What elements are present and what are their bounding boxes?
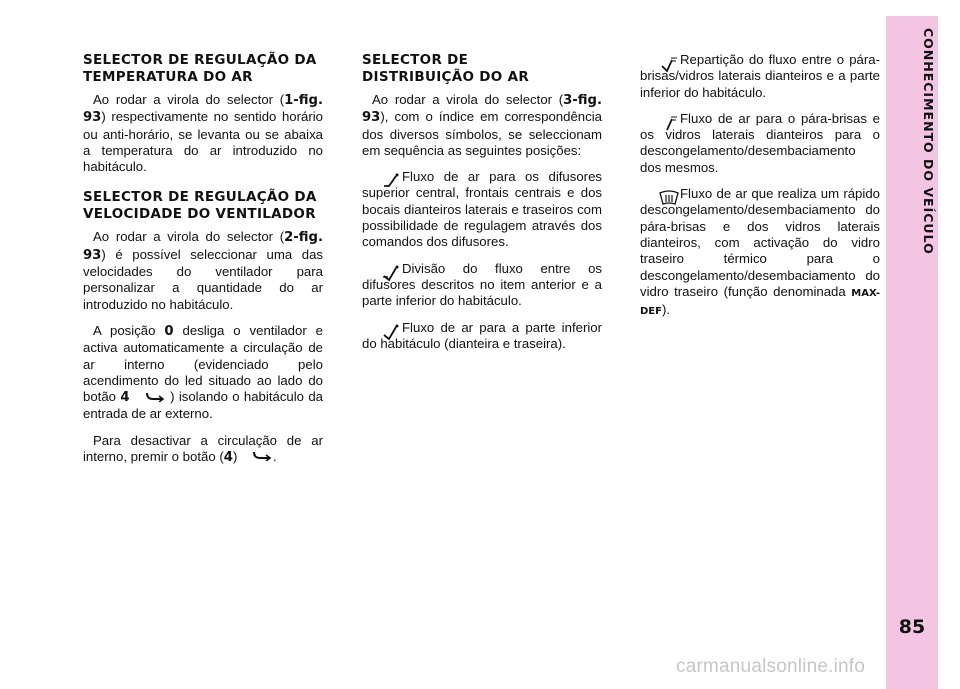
heading-distribution: SELECTOR DE DISTRIBUIÇÃO DO AR <box>362 52 530 85</box>
page-number: 85 <box>898 616 926 638</box>
air-windshield-feet-icon <box>658 56 680 74</box>
paragraph-deactivate: Para desactivar a circulação de ar interno, premir o botão (4) . <box>83 432 323 466</box>
max-def-icon <box>658 190 680 208</box>
section-title: CONHECIMENTO DO VEÍCULO <box>921 28 936 255</box>
column-2 <box>362 52 602 352</box>
recirculation-icon <box>241 449 273 465</box>
list-item-max-def: Fluxo de ar que realiza um rápido descongelamento/desembaciamento do pára-brisas e dos vidros laterais dianteiros, com activação do vidro traseiro térmico para o descongelamento/desembaciamento do vidro traseiro (função denominada MAX-DEF). <box>640 186 880 318</box>
list-item-feet: Fluxo de ar para a parte inferior do habitáculo (dianteira e traseira). <box>362 319 602 351</box>
paragraph-temperature: Ao rodar a virola do selector (1-fig. 93) respectivamente no sentido horário ou anti-horário, se levanta ou se abaixa a temperatura do ar introduzido no habitáculo. <box>83 92 323 175</box>
paragraph-distribution: Ao rodar a virola do selector (3-fig. 93), com o índice em correspondência dos diversos símbolos, se seleccionam em sequência as seguintes posições: <box>362 92 602 158</box>
list-item-face-feet: Divisão do fluxo entre os difusores descritos no item anterior e a parte inferior do habitáculo. <box>362 260 602 309</box>
list-item-windshield-feet: Repartição do fluxo entre o pára-brisas/vidros laterais dianteiros e a parte inferior do habitáculo. <box>640 52 880 100</box>
air-face-feet-icon <box>380 265 402 283</box>
column-1 <box>83 52 323 466</box>
list-item-face: Fluxo de ar para os difusores superior central, frontais centrais e dos bocais dianteiros laterais e traseiros com possibilidade de regulagem através dos comandos dos difusores. <box>362 169 602 250</box>
air-face-icon <box>380 173 402 191</box>
heading-temperature: SELECTOR DE REGULAÇÃO DA TEMPERATURA DO AR <box>83 52 317 85</box>
heading-fan-speed: SELECTOR DE REGULAÇÃO DA VELOCIDADE DO VENTILADOR <box>83 189 317 223</box>
paragraph-position-zero: A posição 0 desliga o ventilador e activa automaticamente a circulação de ar interno (evidenciado pelo acendimento do led situado ao lado do botão 4 ) isolando o habitáculo da entrada de ar externo. <box>83 322 323 422</box>
list-item-windshield: Fluxo de ar para o pára-brisas e os vidros laterais dianteiros para o descongelamento/desembaciamento dos mesmos. <box>640 110 880 175</box>
air-windshield-icon <box>658 115 680 133</box>
watermark: carmanualsonline.info <box>676 656 866 677</box>
air-feet-icon <box>380 324 402 342</box>
column-3 <box>640 52 880 320</box>
paragraph-fan-speed: Ao rodar a virola do selector (2-fig. 93) é possível seleccionar uma das velocidades do ventilador para personalizar a quantidade do ar introduzido no habitáculo. <box>83 229 323 312</box>
recirculation-icon <box>134 390 166 406</box>
